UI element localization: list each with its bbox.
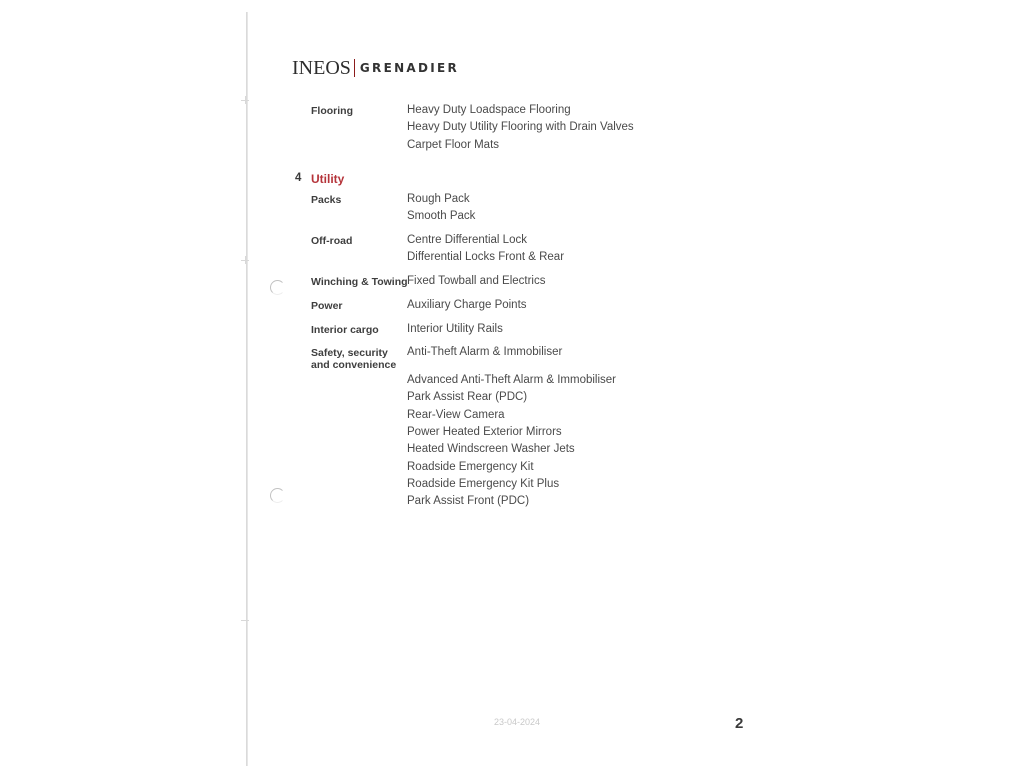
list-item: Heavy Duty Loadspace Flooring <box>407 104 571 116</box>
interior-cargo-label: Interior cargo <box>311 324 379 336</box>
crop-mark <box>241 620 249 621</box>
list-item: Power Heated Exterior Mirrors <box>407 426 562 438</box>
page-left-edge <box>246 12 248 766</box>
section-title: Utility <box>311 172 345 186</box>
flooring-label: Flooring <box>311 105 353 117</box>
list-item: Park Assist Rear (PDC) <box>407 391 528 403</box>
list-item: Anti-Theft Alarm & Immobiliser <box>407 346 563 358</box>
list-item: Roadside Emergency Kit Plus <box>407 478 560 490</box>
punch-hole <box>270 488 285 503</box>
list-item: Heated Windscreen Washer Jets <box>407 443 575 455</box>
list-item: Rear-View Camera <box>407 409 505 421</box>
logo-brand-text: INEOS <box>292 57 351 79</box>
list-item: Park Assist Front (PDC) <box>407 495 530 507</box>
logo-model-text: GRENADIER <box>359 61 460 75</box>
list-item: Auxiliary Charge Points <box>407 299 527 311</box>
packs-label: Packs <box>311 194 342 206</box>
ineos-grenadier-logo <box>292 56 459 80</box>
list-item: Advanced Anti-Theft Alarm & Immobiliser <box>407 374 616 386</box>
list-item: Rough Pack <box>407 193 470 205</box>
winching-towing-label: Winching & Towing <box>311 276 408 288</box>
list-item: Interior Utility Rails <box>407 323 503 335</box>
list-item: Centre Differential Lock <box>407 234 527 246</box>
section-number: 4 <box>295 172 302 184</box>
list-item: Heavy Duty Utility Flooring with Drain Valves <box>407 121 634 133</box>
list-item: Smooth Pack <box>407 210 476 222</box>
footer-date: 23-04-2024 <box>494 717 541 727</box>
page-number: 2 <box>735 715 744 732</box>
list-item: Roadside Emergency Kit <box>407 461 534 473</box>
punch-hole <box>270 280 285 295</box>
list-item: Fixed Towball and Electrics <box>407 275 546 287</box>
power-label: Power <box>311 300 343 312</box>
safety-label-line1: Safety, security <box>311 347 388 359</box>
offroad-label: Off-road <box>311 235 353 247</box>
list-item: Carpet Floor Mats <box>407 139 500 151</box>
crop-mark <box>245 256 246 264</box>
crop-mark <box>245 96 246 104</box>
logo-divider <box>354 59 355 77</box>
list-item: Differential Locks Front & Rear <box>407 251 565 263</box>
safety-label-line2: and convenience <box>311 359 397 371</box>
